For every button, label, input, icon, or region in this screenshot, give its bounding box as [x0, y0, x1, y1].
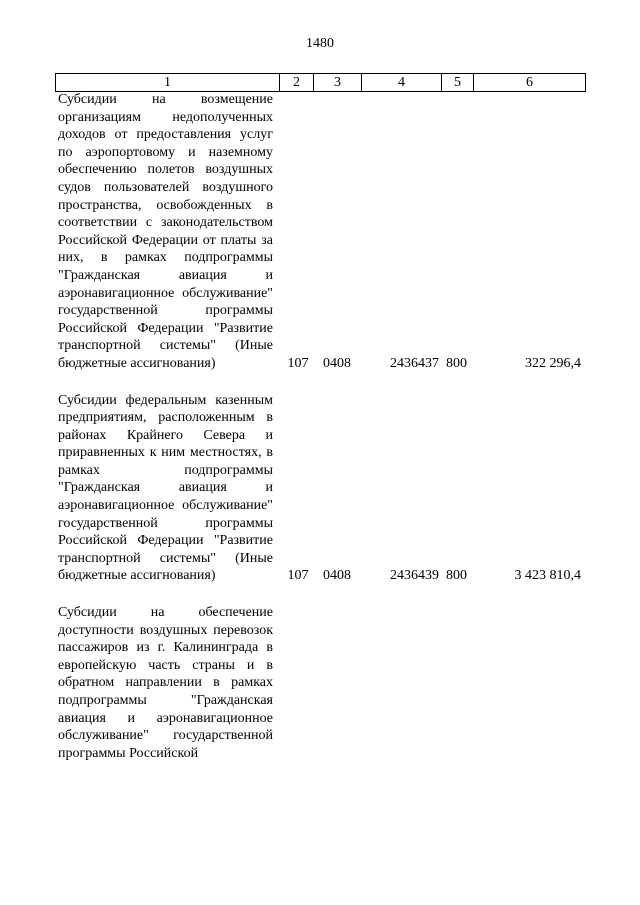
row-target-code: 2436439 — [390, 568, 439, 584]
column-header-2: 2 — [280, 74, 314, 92]
row-description: Субсидии федеральным казенным предприятиям, расположенным в районах Крайнего Севера и приравненных к ним местностях, в рамках подпрограммы "Гражданская авиация и аэронавигационное обслуживание" государственной программы Российской Федерации "Развитие транспортной системы" (Иные бюджетные ассигнования) — [58, 392, 273, 584]
column-header-1: 1 — [56, 74, 280, 92]
row-amount: 3 423 810,4 — [514, 568, 581, 584]
row-ministry-code: 107 — [287, 355, 309, 371]
table-row — [55, 392, 585, 586]
column-header-4: 4 — [362, 74, 442, 92]
row-section-code: 0408 — [323, 568, 351, 584]
row-amount: 322 296,4 — [525, 355, 581, 371]
column-header-3: 3 — [314, 74, 362, 92]
row-ministry-code: 107 — [287, 568, 309, 584]
column-header-5: 5 — [442, 74, 474, 92]
budget-rows — [55, 91, 585, 781]
table-row — [55, 604, 585, 762]
row-expense-type: 800 — [446, 355, 467, 371]
column-header-6: 6 — [474, 74, 586, 92]
row-description: Субсидии на возмещение организациям недополученных доходов от предоставления услуг по аэропортовому и наземному обеспечению полетов воздушных судов пользователей воздушного пространства, освобожденных в соответствии с законодательством Российской Федерации от платы за них, в рамках подпрограммы "Гражданская авиация и аэронавигационное обслуживание" государственной программы Российской Федерации "Развитие транспортной системы" (Иные бюджетные ассигнования) — [58, 92, 273, 371]
column-header-table — [55, 73, 586, 92]
table-row — [55, 91, 585, 373]
row-section-code: 0408 — [323, 355, 351, 371]
row-target-code: 2436437 — [390, 355, 439, 371]
column-header-row — [56, 74, 586, 92]
row-description: Субсидии на обеспечение доступности воздушных перевозок пассажиров из г. Калининграда в европейскую часть страны и в обратном направлении в рамках подпрограммы "Гражданская авиация и аэронавигационное обслуживание" государственной программы Российской — [58, 605, 273, 761]
page-number: 1480 — [306, 36, 334, 51]
row-expense-type: 800 — [446, 568, 467, 584]
